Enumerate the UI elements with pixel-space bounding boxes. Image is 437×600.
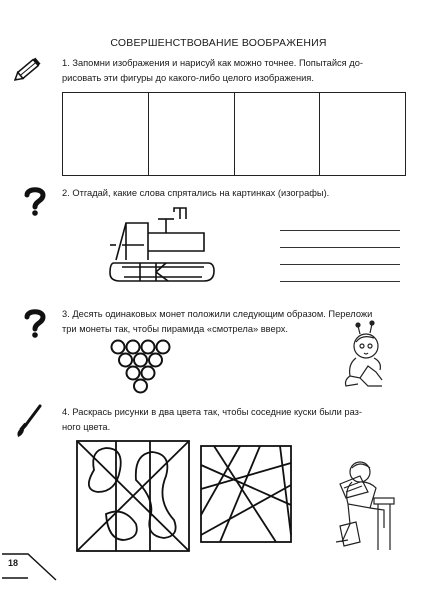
task-4-line2: ного цвета. <box>62 421 111 432</box>
task-2-line1: Отгадай, какие слова спрятались на картинках (изографы). <box>72 188 330 198</box>
task-4-line1: Раскрась рисунки в два цвета так, чтобы соседние куски были раз- <box>72 407 363 417</box>
task-1-line2: рисовать эти фигуры до какого-либо целого изображения. <box>62 72 314 83</box>
coin-pyramid <box>110 338 176 394</box>
page-title: СОВЕРШЕНСТВОВАНИЕ ВООБРАЖЕНИЯ <box>110 37 327 49</box>
task-4-number: 4. <box>62 407 70 417</box>
task-2-text <box>62 186 417 201</box>
task-3-line2: три монеты так, чтобы пирамида «смотрела» вверх. <box>62 323 288 334</box>
coloring-picture-lines[interactable] <box>200 445 292 543</box>
task-2-number: 2. <box>62 188 70 198</box>
task-3-line1: Десять одинаковых монет положили следующим образом. Переложи <box>72 309 373 319</box>
paintbrush-icon <box>14 404 42 438</box>
task-1-line1: Запомни изображения и нарисуй как можно точнее. Попытайся до- <box>72 58 363 68</box>
coloring-picture-curves[interactable] <box>76 440 190 552</box>
answer-line[interactable] <box>280 281 400 282</box>
task-4-text <box>62 405 417 434</box>
task-1-text <box>62 56 417 85</box>
thinking-boy-illustration <box>338 320 396 392</box>
reading-boy-illustration <box>330 458 402 554</box>
isograph-tractor-picture <box>104 205 218 289</box>
answer-line[interactable] <box>280 230 400 231</box>
question-mark-icon <box>22 308 48 338</box>
drawing-box[interactable] <box>63 93 149 175</box>
drawing-box[interactable] <box>320 93 405 175</box>
answer-line[interactable] <box>280 247 400 248</box>
drawing-box[interactable] <box>149 93 235 175</box>
question-mark-icon <box>22 186 48 216</box>
drawing-box[interactable] <box>235 93 321 175</box>
pencil-icon <box>14 56 42 82</box>
drawing-boxes <box>62 92 406 176</box>
task-3-number: 3. <box>62 309 70 319</box>
page-number: 18 <box>8 558 19 568</box>
answer-line[interactable] <box>280 264 400 265</box>
task-1-number: 1. <box>62 58 70 68</box>
